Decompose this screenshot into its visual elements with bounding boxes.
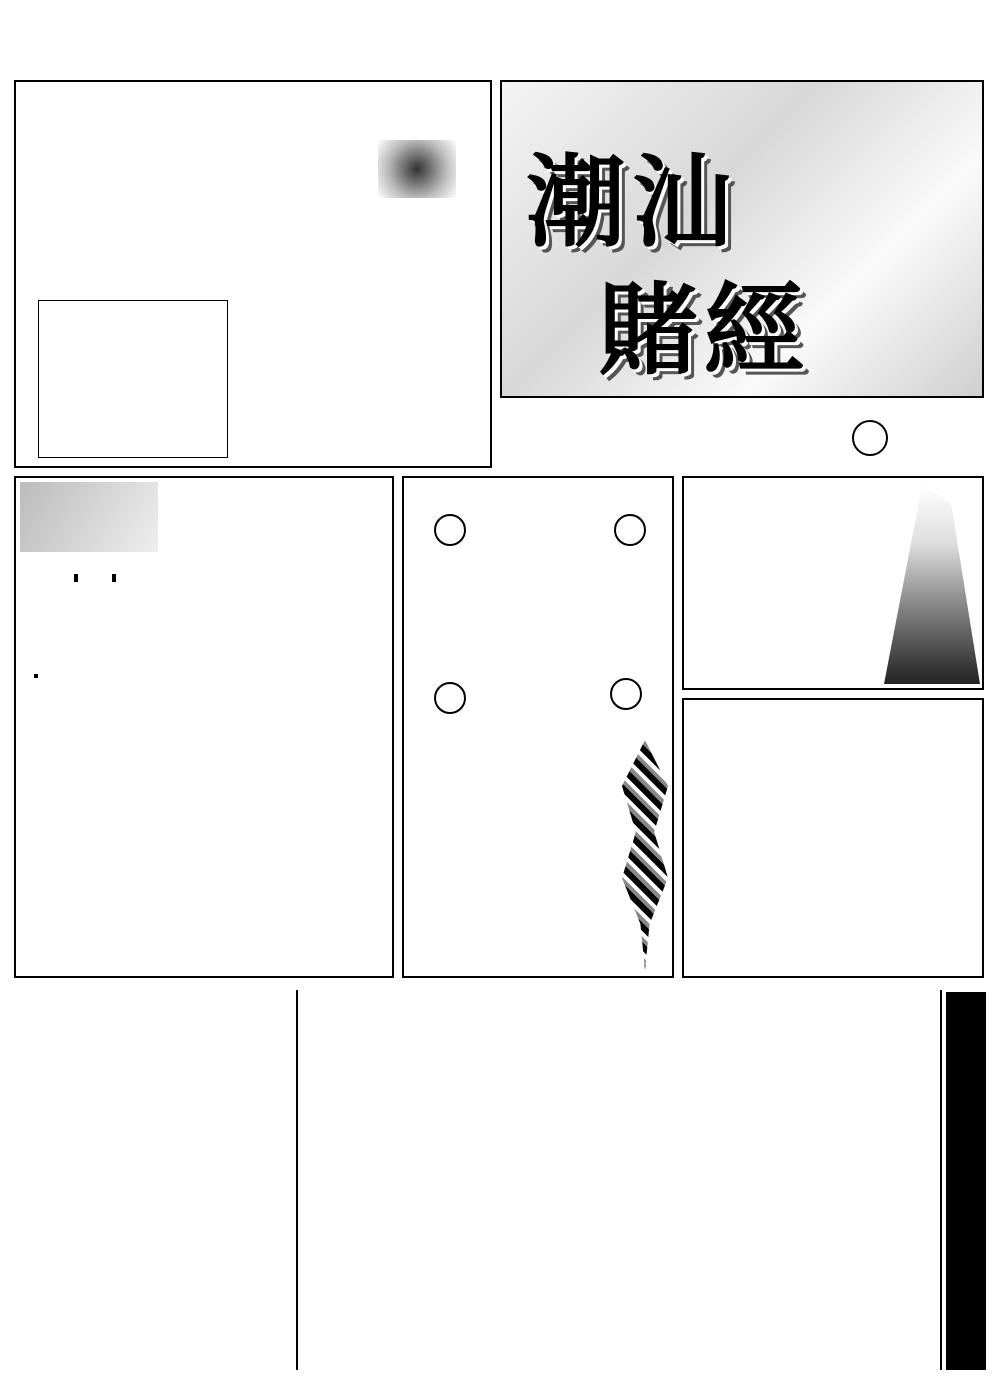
history-table [14,988,294,1368]
photo [378,140,456,198]
trend-svg [298,990,940,1370]
drag-label [34,674,38,678]
draw-strip [500,402,984,468]
monkey [434,682,466,714]
lucky-box [682,476,984,690]
poem [424,738,602,968]
feature-box [14,80,492,468]
commentary-title [20,482,158,552]
decorative-ornament [622,740,668,970]
horse [610,678,642,710]
guanyin-image [884,484,980,684]
zodiac-box [402,476,674,978]
banner-brand-bottom: 賭經 [598,271,810,389]
banner-brand-top: 潮汕 [526,143,738,261]
tag-pair [74,574,78,582]
special-ball [852,420,888,456]
summary-panel [38,300,228,458]
trend-chart [296,990,942,1370]
banner [500,80,984,398]
pig [614,514,646,546]
history-side-title [946,992,986,1370]
tiger [434,514,466,546]
special-box [682,698,984,978]
tag-flat [112,574,116,582]
commentary-box [14,476,394,978]
